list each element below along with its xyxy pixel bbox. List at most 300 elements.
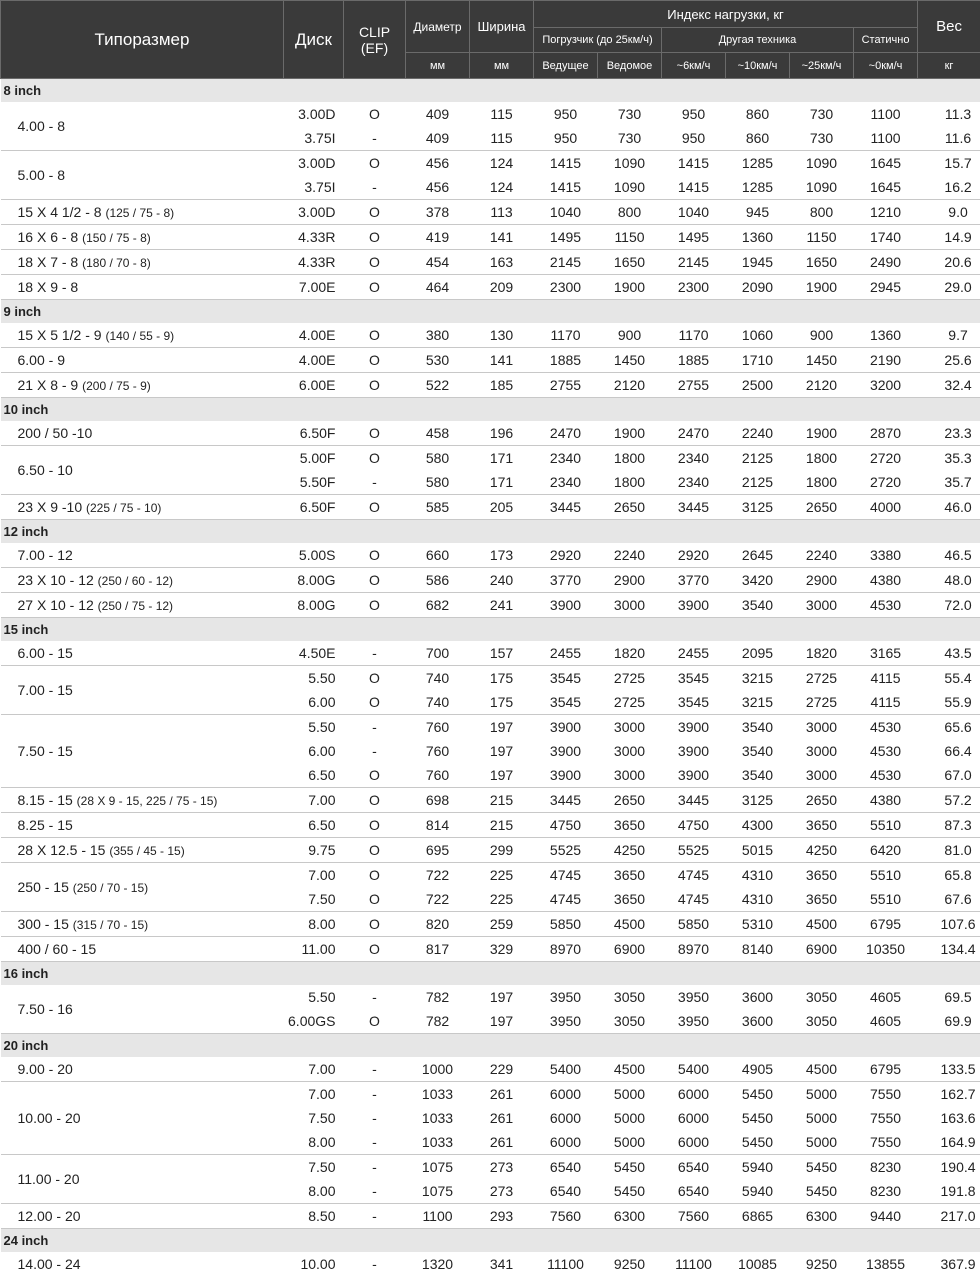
width-cell: 215 — [470, 813, 534, 838]
load-10kmh-cell: 3215 — [726, 666, 790, 691]
clip-cell: - — [344, 1082, 406, 1107]
load-10kmh-cell: 1710 — [726, 348, 790, 373]
width-cell: 225 — [470, 887, 534, 912]
disk-cell: 8.00 — [284, 1179, 344, 1204]
tire-size-cell — [1, 1057, 284, 1082]
load-25kmh-cell: 730 — [790, 102, 854, 126]
disk-cell: 7.00 — [284, 788, 344, 813]
load-25kmh-cell: 9250 — [790, 1252, 854, 1276]
diameter-cell: 530 — [406, 348, 470, 373]
tire-size-cell — [1, 373, 284, 398]
weight-cell: 55.9 — [918, 690, 980, 715]
load-25kmh-cell: 1650 — [790, 250, 854, 275]
load-6kmh-cell: 1040 — [662, 200, 726, 225]
table-row — [1, 250, 980, 275]
diameter-cell: 456 — [406, 151, 470, 176]
tire-size-cell — [1, 348, 284, 373]
load-drive-cell: 3545 — [534, 666, 598, 691]
load-6kmh-cell: 7560 — [662, 1204, 726, 1229]
load-drive-cell: 950 — [534, 126, 598, 151]
weight-cell: 55.4 — [918, 666, 980, 691]
diameter-cell: 1033 — [406, 1106, 470, 1130]
clip-cell: - — [344, 1130, 406, 1155]
group-row — [1, 1229, 980, 1253]
load-10kmh-cell: 2125 — [726, 470, 790, 495]
clip-cell: - — [344, 1155, 406, 1180]
load-drive-cell: 3445 — [534, 788, 598, 813]
load-6kmh-cell: 5525 — [662, 838, 726, 863]
diameter-cell: 722 — [406, 887, 470, 912]
diameter-cell: 454 — [406, 250, 470, 275]
diameter-cell: 740 — [406, 690, 470, 715]
load-drive-cell: 6540 — [534, 1155, 598, 1180]
load-drive-cell: 3900 — [534, 763, 598, 788]
disk-cell: 5.00S — [284, 543, 344, 568]
load-6kmh-cell: 1170 — [662, 323, 726, 348]
clip-cell: O — [344, 788, 406, 813]
load-25kmh-cell: 5000 — [790, 1130, 854, 1155]
load-driven-cell: 3000 — [598, 763, 662, 788]
diameter-cell: 585 — [406, 495, 470, 520]
load-10kmh-cell: 1285 — [726, 151, 790, 176]
weight-cell: 67.0 — [918, 763, 980, 788]
disk-cell: 6.50F — [284, 495, 344, 520]
weight-cell: 81.0 — [918, 838, 980, 863]
load-driven-cell: 1900 — [598, 421, 662, 446]
tire-size: 7.50 - 16 — [18, 1001, 73, 1017]
load-driven-cell: 2120 — [598, 373, 662, 398]
weight-cell: 191.8 — [918, 1179, 980, 1204]
load-static-cell: 7550 — [854, 1130, 918, 1155]
load-static-cell: 7550 — [854, 1082, 918, 1107]
disk-cell: 6.00E — [284, 373, 344, 398]
load-static-cell: 8230 — [854, 1179, 918, 1204]
width-cell: 157 — [470, 641, 534, 666]
load-25kmh-cell: 2240 — [790, 543, 854, 568]
load-driven-cell: 5000 — [598, 1082, 662, 1107]
table-row — [1, 543, 980, 568]
diameter-cell: 522 — [406, 373, 470, 398]
load-static-cell: 1740 — [854, 225, 918, 250]
load-drive-cell: 2340 — [534, 470, 598, 495]
tire-size: 6.00 - 9 — [18, 352, 65, 368]
width-cell: 175 — [470, 690, 534, 715]
width-cell: 141 — [470, 348, 534, 373]
clip-cell: O — [344, 887, 406, 912]
group-row — [1, 79, 980, 103]
load-drive-cell: 2145 — [534, 250, 598, 275]
tire-size-alt: (140 / 55 - 9) — [105, 329, 174, 343]
tire-size: 8.25 - 15 — [18, 817, 73, 833]
disk-cell: 3.00D — [284, 151, 344, 176]
weight-cell: 217.0 — [918, 1204, 980, 1229]
clip-cell: - — [344, 175, 406, 200]
weight-cell: 72.0 — [918, 593, 980, 618]
load-6kmh-cell: 2455 — [662, 641, 726, 666]
load-25kmh-cell: 6300 — [790, 1204, 854, 1229]
load-static-cell: 1100 — [854, 126, 918, 151]
load-static-cell: 5510 — [854, 863, 918, 888]
weight-cell: 11.3 — [918, 102, 980, 126]
diameter-cell: 378 — [406, 200, 470, 225]
disk-cell: 6.00 — [284, 739, 344, 763]
width-cell: 197 — [470, 985, 534, 1009]
load-driven-cell: 2900 — [598, 568, 662, 593]
load-6kmh-cell: 4745 — [662, 863, 726, 888]
clip-cell: O — [344, 838, 406, 863]
header-speed-0: ~0км/ч — [854, 53, 918, 79]
load-driven-cell: 2725 — [598, 666, 662, 691]
width-cell: 273 — [470, 1155, 534, 1180]
load-drive-cell: 7560 — [534, 1204, 598, 1229]
clip-cell: - — [344, 1179, 406, 1204]
load-static-cell: 4380 — [854, 788, 918, 813]
disk-cell: 8.00 — [284, 1130, 344, 1155]
load-static-cell: 2720 — [854, 446, 918, 471]
clip-cell: O — [344, 421, 406, 446]
width-cell: 259 — [470, 912, 534, 937]
header-weight: Вес — [918, 1, 980, 53]
load-25kmh-cell: 1800 — [790, 470, 854, 495]
width-cell: 197 — [470, 763, 534, 788]
disk-cell: 7.00 — [284, 1082, 344, 1107]
header-static: Статично — [854, 28, 918, 53]
table-row — [1, 788, 980, 813]
tire-size: 18 X 7 - 8 — [18, 254, 79, 270]
load-10kmh-cell: 6865 — [726, 1204, 790, 1229]
load-10kmh-cell: 4905 — [726, 1057, 790, 1082]
load-6kmh-cell: 2300 — [662, 275, 726, 300]
load-25kmh-cell: 3650 — [790, 813, 854, 838]
clip-cell: O — [344, 250, 406, 275]
clip-cell: - — [344, 126, 406, 151]
tire-size-cell — [1, 788, 284, 813]
load-driven-cell: 5450 — [598, 1155, 662, 1180]
load-drive-cell: 3545 — [534, 690, 598, 715]
tire-size-cell — [1, 838, 284, 863]
load-driven-cell: 3050 — [598, 1009, 662, 1034]
table-row — [1, 666, 980, 691]
load-static-cell: 1645 — [854, 175, 918, 200]
load-25kmh-cell: 5450 — [790, 1155, 854, 1180]
table-body — [1, 79, 980, 1276]
tire-size: 300 - 15 — [18, 916, 69, 932]
load-driven-cell: 2650 — [598, 495, 662, 520]
load-drive-cell: 2920 — [534, 543, 598, 568]
header-loader: Погрузчик (до 25км/ч) — [534, 28, 662, 53]
load-6kmh-cell: 6000 — [662, 1082, 726, 1107]
load-static-cell: 5510 — [854, 813, 918, 838]
table-row — [1, 715, 980, 740]
clip-cell: O — [344, 446, 406, 471]
load-25kmh-cell: 1820 — [790, 641, 854, 666]
tire-size: 4.00 - 8 — [18, 118, 65, 134]
weight-cell: 29.0 — [918, 275, 980, 300]
clip-cell: O — [344, 495, 406, 520]
load-6kmh-cell: 5400 — [662, 1057, 726, 1082]
table-row — [1, 593, 980, 618]
load-static-cell: 2870 — [854, 421, 918, 446]
tire-size-cell — [1, 568, 284, 593]
diameter-cell: 782 — [406, 1009, 470, 1034]
disk-cell: 8.00 — [284, 912, 344, 937]
width-cell: 130 — [470, 323, 534, 348]
clip-cell: - — [344, 739, 406, 763]
load-10kmh-cell: 860 — [726, 126, 790, 151]
load-drive-cell: 6000 — [534, 1130, 598, 1155]
load-static-cell: 4115 — [854, 666, 918, 691]
disk-cell: 7.00 — [284, 863, 344, 888]
disk-cell: 3.00D — [284, 102, 344, 126]
load-static-cell: 4605 — [854, 985, 918, 1009]
load-drive-cell: 3950 — [534, 1009, 598, 1034]
load-10kmh-cell: 3125 — [726, 788, 790, 813]
clip-cell: O — [344, 200, 406, 225]
load-driven-cell: 2650 — [598, 788, 662, 813]
weight-cell: 69.5 — [918, 985, 980, 1009]
tire-size: 28 X 12.5 - 15 — [18, 842, 106, 858]
load-drive-cell: 3770 — [534, 568, 598, 593]
disk-cell: 7.50 — [284, 1155, 344, 1180]
tire-size-cell — [1, 1082, 284, 1155]
load-6kmh-cell: 950 — [662, 102, 726, 126]
load-6kmh-cell: 3545 — [662, 666, 726, 691]
disk-cell: 8.00G — [284, 568, 344, 593]
clip-cell: - — [344, 641, 406, 666]
load-25kmh-cell: 1450 — [790, 348, 854, 373]
header-width: Ширина — [470, 1, 534, 53]
header-unit-diameter: мм — [406, 53, 470, 79]
diameter-cell: 782 — [406, 985, 470, 1009]
diameter-cell: 700 — [406, 641, 470, 666]
tire-size-cell — [1, 1155, 284, 1204]
header-disk: Диск — [284, 1, 344, 79]
load-drive-cell: 1170 — [534, 323, 598, 348]
load-driven-cell: 4500 — [598, 1057, 662, 1082]
width-cell: 299 — [470, 838, 534, 863]
load-driven-cell: 6900 — [598, 937, 662, 962]
load-driven-cell: 3000 — [598, 593, 662, 618]
disk-cell: 5.50 — [284, 985, 344, 1009]
tire-size: 7.50 - 15 — [18, 743, 73, 759]
load-6kmh-cell: 3445 — [662, 495, 726, 520]
load-10kmh-cell: 1060 — [726, 323, 790, 348]
disk-cell: 8.00G — [284, 593, 344, 618]
header-drive: Ведущее — [534, 53, 598, 79]
width-cell: 205 — [470, 495, 534, 520]
tire-size-cell — [1, 985, 284, 1034]
load-6kmh-cell: 2920 — [662, 543, 726, 568]
table-row — [1, 275, 980, 300]
load-drive-cell: 1885 — [534, 348, 598, 373]
load-6kmh-cell: 3900 — [662, 593, 726, 618]
header-size: Типоразмер — [1, 1, 284, 79]
load-25kmh-cell: 2120 — [790, 373, 854, 398]
load-drive-cell: 6000 — [534, 1082, 598, 1107]
disk-cell: 5.50F — [284, 470, 344, 495]
disk-cell: 3.00D — [284, 200, 344, 225]
diameter-cell: 456 — [406, 175, 470, 200]
tire-size: 16 X 6 - 8 — [18, 229, 79, 245]
tire-size-cell — [1, 275, 284, 300]
weight-cell: 69.9 — [918, 1009, 980, 1034]
table-row — [1, 348, 980, 373]
load-6kmh-cell: 6540 — [662, 1179, 726, 1204]
table-row — [1, 937, 980, 962]
load-drive-cell: 3900 — [534, 715, 598, 740]
width-cell: 261 — [470, 1082, 534, 1107]
diameter-cell: 580 — [406, 470, 470, 495]
diameter-cell: 817 — [406, 937, 470, 962]
disk-cell: 6.00 — [284, 690, 344, 715]
clip-cell: - — [344, 1057, 406, 1082]
group-title: 20 inch — [1, 1034, 980, 1058]
load-10kmh-cell: 3540 — [726, 739, 790, 763]
tire-size-cell — [1, 863, 284, 912]
width-cell: 171 — [470, 446, 534, 471]
weight-cell: 46.0 — [918, 495, 980, 520]
weight-cell: 67.6 — [918, 887, 980, 912]
clip-cell: - — [344, 470, 406, 495]
tire-size: 12.00 - 20 — [18, 1208, 81, 1224]
disk-cell: 6.50 — [284, 763, 344, 788]
tire-size-cell — [1, 543, 284, 568]
load-10kmh-cell: 860 — [726, 102, 790, 126]
tire-size-cell — [1, 323, 284, 348]
header-diameter: Диаметр — [406, 1, 470, 53]
weight-cell: 20.6 — [918, 250, 980, 275]
weight-cell: 9.7 — [918, 323, 980, 348]
tire-size-cell — [1, 495, 284, 520]
load-25kmh-cell: 6900 — [790, 937, 854, 962]
width-cell: 329 — [470, 937, 534, 962]
load-10kmh-cell: 3125 — [726, 495, 790, 520]
load-25kmh-cell: 3000 — [790, 593, 854, 618]
load-driven-cell: 1900 — [598, 275, 662, 300]
load-static-cell: 3200 — [854, 373, 918, 398]
table-row — [1, 495, 980, 520]
disk-cell: 3.75I — [284, 175, 344, 200]
weight-cell: 66.4 — [918, 739, 980, 763]
diameter-cell: 380 — [406, 323, 470, 348]
tire-size-cell — [1, 250, 284, 275]
diameter-cell: 419 — [406, 225, 470, 250]
load-drive-cell: 1040 — [534, 200, 598, 225]
width-cell: 197 — [470, 715, 534, 740]
load-25kmh-cell: 3050 — [790, 1009, 854, 1034]
weight-cell: 48.0 — [918, 568, 980, 593]
load-25kmh-cell: 1900 — [790, 275, 854, 300]
clip-cell: O — [344, 912, 406, 937]
weight-cell: 35.3 — [918, 446, 980, 471]
load-25kmh-cell: 3650 — [790, 887, 854, 912]
table-row — [1, 1082, 980, 1107]
disk-cell: 5.00F — [284, 446, 344, 471]
table-row — [1, 225, 980, 250]
tire-size-cell — [1, 151, 284, 200]
disk-cell: 4.00E — [284, 348, 344, 373]
load-static-cell: 6795 — [854, 1057, 918, 1082]
load-drive-cell: 3900 — [534, 593, 598, 618]
load-drive-cell: 2300 — [534, 275, 598, 300]
load-6kmh-cell: 6000 — [662, 1130, 726, 1155]
load-driven-cell: 9250 — [598, 1252, 662, 1276]
group-row — [1, 300, 980, 324]
width-cell: 240 — [470, 568, 534, 593]
load-drive-cell: 1415 — [534, 175, 598, 200]
load-10kmh-cell: 5450 — [726, 1106, 790, 1130]
width-cell: 171 — [470, 470, 534, 495]
clip-cell: O — [344, 323, 406, 348]
tire-size-alt: (180 / 70 - 8) — [82, 256, 151, 270]
diameter-cell: 586 — [406, 568, 470, 593]
width-cell: 196 — [470, 421, 534, 446]
tire-size: 6.00 - 15 — [18, 645, 73, 661]
width-cell: 115 — [470, 102, 534, 126]
diameter-cell: 722 — [406, 863, 470, 888]
disk-cell: 4.50E — [284, 641, 344, 666]
disk-cell: 6.00GS — [284, 1009, 344, 1034]
diameter-cell: 1075 — [406, 1179, 470, 1204]
load-drive-cell: 6540 — [534, 1179, 598, 1204]
load-6kmh-cell: 3545 — [662, 690, 726, 715]
clip-cell: O — [344, 937, 406, 962]
width-cell: 273 — [470, 1179, 534, 1204]
load-driven-cell: 1800 — [598, 470, 662, 495]
load-10kmh-cell: 1945 — [726, 250, 790, 275]
clip-cell: - — [344, 1204, 406, 1229]
table-row — [1, 863, 980, 888]
width-cell: 173 — [470, 543, 534, 568]
weight-cell: 133.5 — [918, 1057, 980, 1082]
tire-size-alt: (28 X 9 - 15, 225 / 75 - 15) — [77, 794, 218, 808]
load-10kmh-cell: 1285 — [726, 175, 790, 200]
width-cell: 261 — [470, 1130, 534, 1155]
load-static-cell: 1210 — [854, 200, 918, 225]
tire-size-alt: (125 / 75 - 8) — [105, 206, 174, 220]
load-driven-cell: 5000 — [598, 1106, 662, 1130]
disk-cell: 6.50F — [284, 421, 344, 446]
load-driven-cell: 3050 — [598, 985, 662, 1009]
tire-size-cell — [1, 1204, 284, 1229]
disk-cell: 11.00 — [284, 937, 344, 962]
clip-cell: - — [344, 985, 406, 1009]
load-static-cell: 10350 — [854, 937, 918, 962]
diameter-cell: 682 — [406, 593, 470, 618]
weight-cell: 65.8 — [918, 863, 980, 888]
width-cell: 113 — [470, 200, 534, 225]
load-10kmh-cell: 5450 — [726, 1082, 790, 1107]
header-unit-weight: кг — [918, 53, 980, 79]
load-driven-cell: 730 — [598, 126, 662, 151]
load-6kmh-cell: 2145 — [662, 250, 726, 275]
load-static-cell: 2490 — [854, 250, 918, 275]
load-static-cell: 4530 — [854, 593, 918, 618]
load-driven-cell: 900 — [598, 323, 662, 348]
load-driven-cell: 800 — [598, 200, 662, 225]
load-6kmh-cell: 1885 — [662, 348, 726, 373]
disk-cell: 6.50 — [284, 813, 344, 838]
weight-cell: 9.0 — [918, 200, 980, 225]
load-6kmh-cell: 3445 — [662, 788, 726, 813]
tire-size-alt: (250 / 75 - 12) — [98, 599, 173, 613]
diameter-cell: 1000 — [406, 1057, 470, 1082]
disk-cell: 7.00E — [284, 275, 344, 300]
weight-cell: 23.3 — [918, 421, 980, 446]
width-cell: 141 — [470, 225, 534, 250]
load-static-cell: 6420 — [854, 838, 918, 863]
clip-cell: O — [344, 690, 406, 715]
